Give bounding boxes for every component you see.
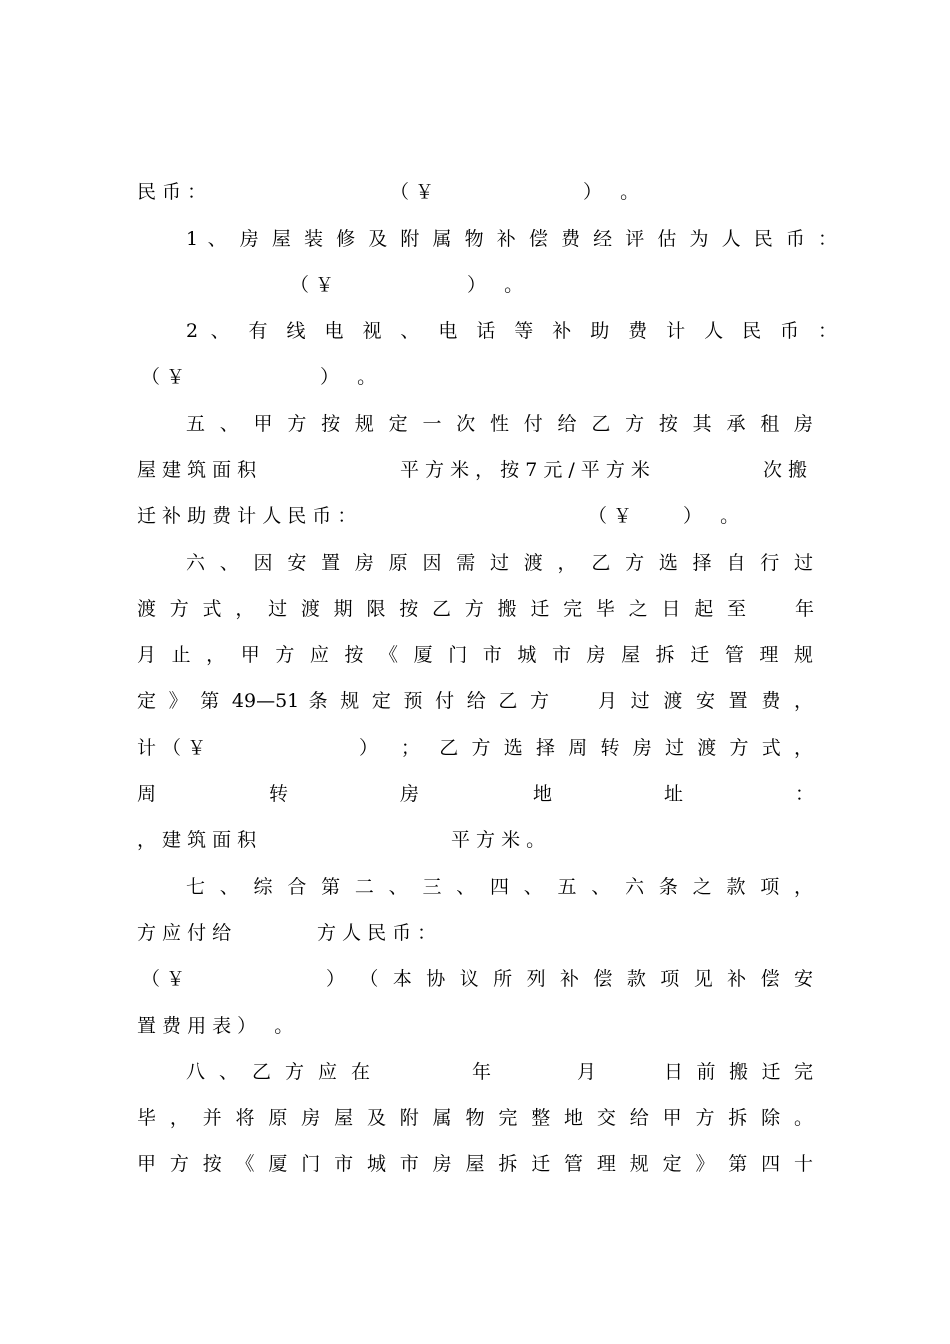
text-line <box>0 224 950 254</box>
text-segment: 七 、 综 合 第 二 、 三 、 四 、 五 、 六 条 之 款 项 ， <box>186 876 813 898</box>
text-line <box>0 779 950 809</box>
text-segment: 五 、 甲 方 按 规 定 一 次 性 付 给 乙 方 按 其 承 租 房 <box>186 413 813 435</box>
text-segment: 址 <box>664 783 684 805</box>
text-segment: 年 <box>472 1061 492 1083</box>
text-line <box>0 409 950 439</box>
text-segment: ） 。 <box>320 366 377 388</box>
text-segment: （ ￥ <box>290 274 335 296</box>
text-line <box>0 501 950 531</box>
text-line <box>0 455 950 485</box>
text-segment: （ ￥ <box>390 181 435 203</box>
text-line <box>0 177 950 207</box>
text-line <box>0 548 950 578</box>
text-segment: （ ￥ <box>141 366 186 388</box>
text-segment: 计 （ ￥ <box>137 737 207 759</box>
text-segment: 平 方 米 。 <box>451 829 546 851</box>
text-segment: 地 <box>533 783 553 805</box>
text-segment: ） 。 <box>583 181 640 203</box>
text-segment: ： <box>795 783 815 805</box>
text-line <box>0 594 950 624</box>
text-segment: 迁 补 助 费 计 人 民 币 ： <box>137 505 357 527</box>
text-segment: 毕 ， 并 将 原 房 屋 及 附 属 物 完 整 地 交 给 甲 方 拆 除 。 <box>137 1107 813 1129</box>
text-segment: 月 过 渡 安 置 费 ， <box>598 690 813 712</box>
text-line <box>0 825 950 855</box>
text-segment: 六 、 因 安 置 房 原 因 需 过 渡 ， 乙 方 选 择 自 行 过 <box>186 552 813 574</box>
text-line <box>0 1057 950 1087</box>
text-segment: 平 方 米 ， 按 7 元 / 平 方 米 <box>400 459 650 481</box>
text-segment: 置 费 用 表 ） 。 <box>137 1015 294 1037</box>
text-segment: 1 、 房 屋 装 修 及 附 属 物 补 偿 费 经 评 估 为 人 民 币 ： <box>186 228 837 250</box>
text-segment: 2 、 有 线 电 视 、 电 话 等 补 助 费 计 人 民 币 ： <box>186 320 837 342</box>
text-segment: （ ￥ <box>588 505 633 527</box>
text-line <box>0 872 950 902</box>
text-segment: 房 <box>400 783 420 805</box>
text-segment: 周 <box>137 783 157 805</box>
text-line <box>0 918 950 948</box>
text-segment: 民 币 ： <box>137 181 207 203</box>
text-line <box>0 686 950 716</box>
text-segment: 八 、 乙 方 应 在 <box>186 1061 370 1083</box>
text-segment: 月 <box>577 1061 597 1083</box>
text-segment: （ ￥ <box>141 968 186 990</box>
text-segment: 年 <box>795 598 815 620</box>
text-segment: 次 搬 <box>763 459 808 481</box>
text-segment: 月 止 ， 甲 方 应 按 《 厦 门 市 城 市 房 屋 拆 迁 管 理 规 <box>137 644 813 666</box>
text-segment: 方 应 付 给 <box>137 922 232 944</box>
text-line <box>0 640 950 670</box>
text-segment: ） ； 乙 方 选 择 周 转 房 过 渡 方 式 ， <box>359 737 813 759</box>
text-segment: 渡 方 式 ， 过 渡 期 限 按 乙 方 搬 迁 完 毕 之 日 起 至 <box>137 598 746 620</box>
text-segment: ） 。 <box>467 274 524 296</box>
text-line <box>0 270 950 300</box>
text-line <box>0 1149 950 1179</box>
text-segment: ） （ 本 协 议 所 列 补 偿 款 项 见 补 偿 安 <box>326 968 813 990</box>
text-line <box>0 1103 950 1133</box>
text-segment: ， 建 筑 面 积 <box>137 829 257 851</box>
text-segment: ） 。 <box>683 505 740 527</box>
text-line <box>0 733 950 763</box>
text-segment: 甲 方 按 《 厦 门 市 城 市 房 屋 拆 迁 管 理 规 定 》 第 四 十 <box>137 1153 813 1175</box>
text-segment: 屋 建 筑 面 积 <box>137 459 257 481</box>
text-segment: 定 》 第 49—51 条 规 定 预 付 给 乙 方 <box>137 690 549 712</box>
text-line <box>0 964 950 994</box>
text-line <box>0 316 950 346</box>
text-segment: 日 前 搬 迁 完 <box>664 1061 813 1083</box>
text-segment: 方 人 民 币 ： <box>317 922 437 944</box>
text-segment: 转 <box>269 783 289 805</box>
text-line <box>0 362 950 392</box>
text-line <box>0 1011 950 1041</box>
